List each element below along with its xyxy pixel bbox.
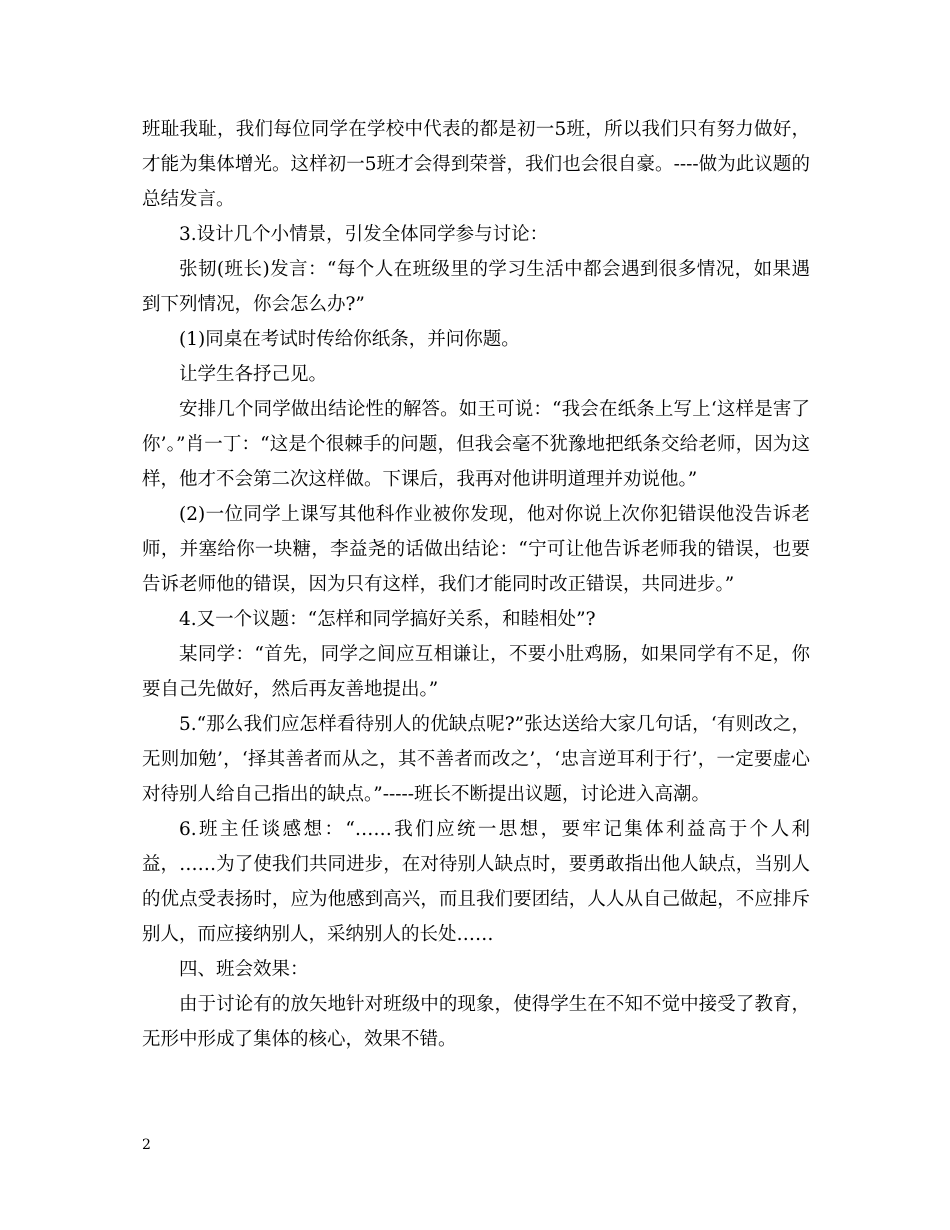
paragraph-classmate-speech: 某同学：“首先，同学之间应互相谦让，不要小肚鸡肠，如果同学有不足，你要自己先做好，然后再友善地提出。” — [142, 644, 810, 700]
paragraph-monitor-speech: 张韧(班长)发言：“每个人在班级里的学习生活中都会遇到很多情况，如果遇到下列情况，你会怎么办?” — [142, 259, 810, 315]
paragraph-students-opinions: 让学生各抒己见。 — [179, 364, 328, 385]
paragraph-scenario-2: (2)一位同学上课写其他科作业被你发现，他对你说上次你犯错误他没告诉老师，并塞给你一块糖，李益尧的话做出结论：“宁可让他告诉老师我的错误，也要告诉老师他的错误，因为只有这样，我们才能同时改正错误，共同进步。” — [142, 504, 810, 595]
paragraph-conclusive-answers: 安排几个同学做出结论性的解答。如王可说：“我会在纸条上写上‘这样是害了你’。”肖一丁：“这是个很棘手的问题，但我会毫不犹豫地把纸条交给老师，因为这样，他才不会第二次这样做。下课后，我再对他讲明道理并劝说他。” — [142, 399, 810, 490]
paragraph-item-4-topic: 4.又一个议题：“怎样和同学搞好关系，和睦相处”? — [179, 609, 596, 630]
paragraph-item-3-heading: 3.设计几个小情景，引发全体同学参与讨论： — [179, 224, 549, 245]
paragraph-scenario-1: (1)同桌在考试时传给你纸条，并问你题。 — [179, 329, 520, 350]
paragraph-section-4-heading: 四、班会效果： — [179, 959, 309, 980]
paragraph-item-5: 5.“那么我们应怎样看待别人的优缺点呢?”张达送给大家几句话，‘有则改之，无则加勉’，‘择其善者而从之，其不善者而改之’，‘忠言逆耳利于行’，一定要虚心对待别人给自己指出的缺点。”-----班长不断提出议题，讨论进入高潮。 — [142, 714, 810, 805]
page-number: 2 — [142, 1137, 151, 1153]
document-body — [142, 112, 810, 1057]
paragraph-continuation: 班耻我耻，我们每位同学在学校中代表的都是初一5班，所以我们只有努力做好，才能为集体增光。这样初一5班才会得到荣誉，我们也会很自豪。----做为此议题的总结发言。 — [142, 119, 810, 210]
paragraph-item-6-teacher: 6.班主任谈感想：“……我们应统一思想，要牢记集体利益高于个人利益，……为了使我们共同进步，在对待别人缺点时，要勇敢指出他人缺点，当别人的优点受表扬时，应为他感到高兴，而且我们要团结，人人从自己做起，不应排斥别人，而应接纳别人，采纳别人的长处…… — [142, 819, 810, 945]
paragraph-effect: 由于讨论有的放矢地针对班级中的现象，使得学生在不知不觉中接受了教育，无形中形成了集体的核心，效果不错。 — [142, 994, 810, 1050]
